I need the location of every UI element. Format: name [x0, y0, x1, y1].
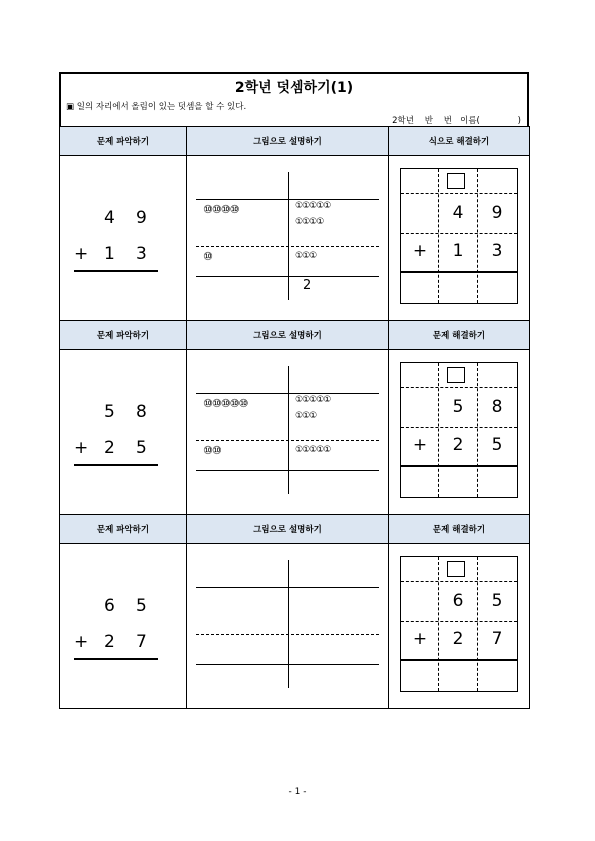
answer-slot[interactable]: [401, 469, 439, 495]
header-picture: 그림으로 설명하기: [187, 515, 389, 544]
solve-grid[interactable]: [400, 168, 518, 304]
solve-grid[interactable]: [400, 556, 518, 692]
section-body-row: [60, 156, 530, 321]
drawing-line-dashed: [196, 246, 379, 247]
place-divider: [288, 172, 289, 300]
section-header-row: [60, 127, 530, 156]
ones-digit: 5: [136, 596, 147, 616]
sum-line: [401, 271, 517, 273]
place-value-drawing[interactable]: [187, 156, 388, 320]
picture-cell[interactable]: [187, 156, 389, 321]
place-value-drawing[interactable]: [187, 544, 388, 708]
tens-digit: 1: [452, 241, 464, 261]
ten-coins-top: ⑩⑩⑩⑩: [203, 203, 239, 216]
grid-divider: [401, 193, 517, 194]
ones-digit: 9: [136, 208, 147, 228]
ones-digit: 7: [491, 629, 503, 649]
one-coins-bottom: ①①①: [295, 251, 317, 261]
worksheet: [59, 72, 529, 709]
addend-bottom: [74, 624, 158, 660]
picture-cell[interactable]: [187, 544, 389, 709]
tens-digit: 6: [452, 591, 464, 611]
one-coins-bottom: ①①①①①: [295, 445, 331, 455]
tens-digit: 2: [452, 435, 464, 455]
section-body-row: [60, 350, 530, 515]
addend-top: [74, 200, 158, 236]
addend-bottom: [74, 236, 158, 272]
header-identify: 문제 파악하기: [60, 515, 187, 544]
addend-top: [74, 394, 158, 430]
drawing-line-top: [196, 199, 379, 200]
ten-coins-bottom: ⑩: [203, 250, 212, 263]
header-identify: 문제 파악하기: [60, 127, 187, 156]
solve-grid[interactable]: [400, 362, 518, 498]
learning-objective: ▣ 일의 자리에서 올림이 있는 덧셈을 할 수 있다.: [66, 102, 247, 112]
vertical-addition: [74, 200, 158, 272]
ones-digit: 3: [136, 244, 147, 264]
sum-underline: [74, 658, 158, 660]
one-coins-top-row2: ①①①: [295, 411, 317, 421]
place-divider: [288, 560, 289, 688]
header-solve: 식으로 해결하기: [389, 127, 530, 156]
tens-digit: 6: [104, 596, 115, 616]
plus-sign: +: [412, 629, 428, 649]
drawing-line-dashed: [196, 440, 379, 441]
ones-digit: 3: [491, 241, 503, 261]
vertical-addition: [74, 588, 158, 660]
problem-cell: [60, 544, 187, 709]
drawing-line-bottom: [196, 470, 379, 471]
grid-divider: [401, 427, 517, 428]
one-coins-top-row2: ①①①①: [295, 217, 324, 227]
drawing-line-dashed: [196, 634, 379, 635]
sum-underline: [74, 464, 158, 466]
tens-digit: 4: [452, 203, 464, 223]
grid-divider: [477, 169, 478, 303]
solve-cell: [389, 350, 530, 515]
carry-box[interactable]: [447, 173, 465, 189]
worksheet-header: [59, 72, 529, 126]
vertical-addition: [74, 394, 158, 466]
plus-sign: +: [74, 244, 89, 264]
header-picture: 그림으로 설명하기: [187, 127, 389, 156]
ones-digit: 7: [136, 632, 147, 652]
plus-sign: +: [412, 435, 428, 455]
sum-line: [401, 659, 517, 661]
header-picture: 그림으로 설명하기: [187, 321, 389, 350]
ten-coins-bottom: ⑩⑩: [203, 444, 221, 457]
tens-digit: 5: [104, 402, 115, 422]
header-identify: 문제 파악하기: [60, 321, 187, 350]
answer-slot[interactable]: [401, 663, 439, 689]
sum-underline: [74, 270, 158, 272]
place-value-drawing[interactable]: [187, 350, 388, 514]
drawing-line-bottom: [196, 276, 379, 277]
ones-digit: 5: [136, 438, 147, 458]
ones-digit: 8: [491, 397, 503, 417]
tens-digit: 1: [104, 244, 115, 264]
solve-cell: [389, 544, 530, 709]
tens-digit: 2: [104, 438, 115, 458]
header-solve: 문제 해결하기: [389, 321, 530, 350]
ones-digit: 9: [491, 203, 503, 223]
addend-top: [74, 588, 158, 624]
tens-digit: 5: [452, 397, 464, 417]
grid-divider: [401, 581, 517, 582]
ten-coins-top: ⑩⑩⑩⑩⑩: [203, 397, 248, 410]
ones-result: 2: [303, 278, 312, 293]
student-name-line[interactable]: 2학년 반 번 이름( ): [392, 116, 521, 126]
section-header-row: [60, 515, 530, 544]
place-divider: [288, 366, 289, 494]
tens-digit: 4: [104, 208, 115, 228]
section-body-row: [60, 544, 530, 709]
addend-bottom: [74, 430, 158, 466]
header-solve: 문제 해결하기: [389, 515, 530, 544]
grid-divider: [477, 557, 478, 691]
picture-cell[interactable]: [187, 350, 389, 515]
drawing-line-top: [196, 587, 379, 588]
ones-digit: 8: [136, 402, 147, 422]
grid-divider: [401, 233, 517, 234]
plus-sign: +: [74, 632, 89, 652]
grid-divider: [477, 363, 478, 497]
tens-digit: 2: [452, 629, 464, 649]
sum-line: [401, 465, 517, 467]
plus-sign: +: [74, 438, 89, 458]
problem-cell: [60, 350, 187, 515]
ones-digit: 5: [491, 435, 503, 455]
drawing-line-bottom: [196, 664, 379, 665]
carry-box[interactable]: [447, 561, 465, 577]
section-header-row: [60, 321, 530, 350]
worksheet-table: [59, 126, 530, 709]
ones-digit: 5: [491, 591, 503, 611]
grid-divider: [401, 621, 517, 622]
problem-cell: [60, 156, 187, 321]
tens-digit: 2: [104, 632, 115, 652]
page-number: - 1 -: [288, 787, 307, 797]
one-coins-top-row1: ①①①①①: [295, 201, 331, 211]
grid-divider: [401, 387, 517, 388]
drawing-line-top: [196, 393, 379, 394]
page-title: 2학년 덧셈하기(1): [234, 80, 354, 96]
answer-slot[interactable]: [401, 275, 439, 301]
solve-cell: [389, 156, 530, 321]
one-coins-top-row1: ①①①①①: [295, 395, 331, 405]
plus-sign: +: [412, 241, 428, 261]
carry-box[interactable]: [447, 367, 465, 383]
